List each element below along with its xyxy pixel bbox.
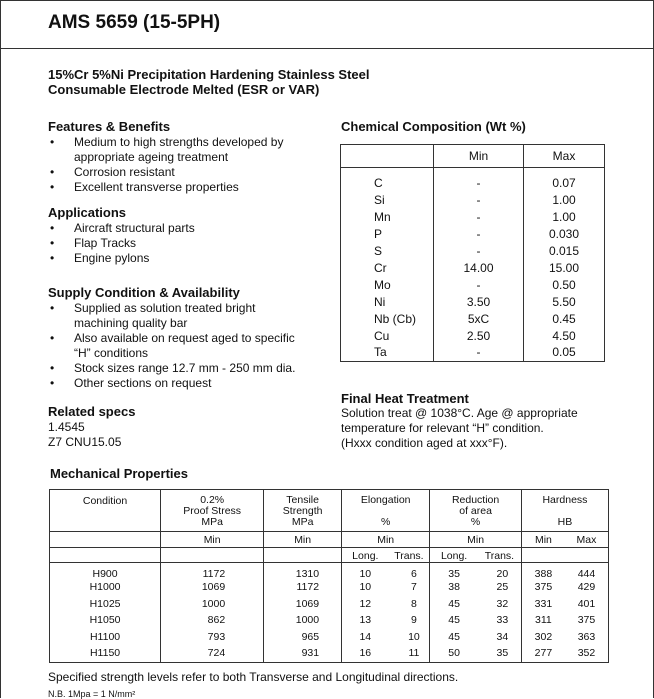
tensile-min: Min xyxy=(264,532,342,548)
reduct-long-cell: 45 xyxy=(430,630,478,647)
min-cell: - xyxy=(434,276,524,293)
chemical-row xyxy=(341,344,605,362)
min-cell: - xyxy=(434,208,524,225)
supply-section xyxy=(48,285,295,391)
condition-header: Condition xyxy=(82,495,128,507)
unit-note: N.B. 1Mpa = 1 N/mm² xyxy=(48,689,136,699)
min-cell: 5xC xyxy=(434,310,524,327)
max-cell: 5.50 xyxy=(524,293,605,310)
reduct-trans-cell: 20 xyxy=(496,568,509,580)
table-row xyxy=(50,563,609,581)
hard-min-cell: 311 xyxy=(521,613,565,630)
table-row xyxy=(50,613,609,630)
elong-long-cell: 14 xyxy=(342,630,389,647)
elong-trans-cell: 7 xyxy=(410,581,417,593)
application-item: • Aircraft structural parts xyxy=(48,221,195,236)
element-cell: P xyxy=(374,226,383,241)
chemical-row xyxy=(341,276,605,293)
related-item: 1.4545 xyxy=(48,420,85,434)
reduct-long-cell: 38 xyxy=(430,580,478,597)
elong-trans-cell: 9 xyxy=(410,614,417,626)
elong-long-cell: 12 xyxy=(342,597,389,614)
hard-max-cell: 444 xyxy=(577,568,596,580)
tensile-cell: 1069 xyxy=(264,597,342,614)
element-cell: C xyxy=(374,175,383,190)
proof-cell: 862 xyxy=(161,613,264,630)
hard-min-cell: 331 xyxy=(521,597,565,614)
reduct-long-cell: 35 xyxy=(430,563,478,581)
condition-cell: H1150 xyxy=(89,647,121,659)
reduct-trans-cell: 35 xyxy=(496,647,509,659)
reduct-trans-cell: 33 xyxy=(496,614,509,626)
tensile-cell: 1310 xyxy=(264,563,342,581)
chemical-table xyxy=(340,144,605,362)
elong-trans-cell: 10 xyxy=(408,630,420,643)
max-cell: 0.05 xyxy=(524,344,605,362)
heat-heading: Final Heat Treatment xyxy=(341,391,469,406)
hard-min-cell: 388 xyxy=(521,563,565,581)
table-row xyxy=(50,630,609,647)
applications-heading: Applications xyxy=(48,205,127,220)
condition-cell: H1025 xyxy=(89,597,121,610)
reduct-trans-cell: 34 xyxy=(496,630,509,643)
chemical-header-row xyxy=(341,145,605,168)
min-cell: - xyxy=(434,191,524,208)
min-cell: - xyxy=(434,225,524,242)
elong-trans-cell: 6 xyxy=(410,568,417,580)
applications-section xyxy=(48,205,195,266)
max-cell: 15.00 xyxy=(524,259,605,276)
element-cell: Nb (Cb) xyxy=(374,311,417,326)
reduct-trans-cell: 32 xyxy=(496,597,509,610)
table-row xyxy=(50,646,609,663)
features-heading: Features & Benefits xyxy=(48,119,171,134)
chemical-row xyxy=(341,225,605,242)
chemical-row xyxy=(341,242,605,259)
chemical-row xyxy=(341,327,605,344)
proof-cell: 1069 xyxy=(161,580,264,597)
hard-min-cell: 375 xyxy=(521,580,565,597)
tensile-cell: 931 xyxy=(264,646,342,663)
max-cell: 0.45 xyxy=(524,310,605,327)
elong-min: Min xyxy=(342,532,430,548)
chemical-row xyxy=(341,208,605,225)
mech-minmax-row xyxy=(50,532,609,548)
element-cell: S xyxy=(374,243,383,258)
trans-header: Trans. xyxy=(389,548,430,563)
condition-cell: H1050 xyxy=(89,614,121,626)
chemical-heading: Chemical Composition (Wt %) xyxy=(341,119,526,134)
elong-long-cell: 13 xyxy=(342,613,389,630)
blank-cell xyxy=(50,532,161,548)
proof-min: Min xyxy=(161,532,264,548)
hard-max-cell: 352 xyxy=(577,647,596,659)
reduct-long-cell: 45 xyxy=(430,597,478,614)
related-section xyxy=(48,404,135,450)
supply-item: • Also available on request aged to specific “H” conditions xyxy=(48,331,295,361)
max-cell: 4.50 xyxy=(524,327,605,344)
feature-item: • Excellent transverse properties xyxy=(48,180,283,195)
min-cell: 2.50 xyxy=(434,327,524,344)
blank-cell xyxy=(565,548,609,563)
tensile-cell: 965 xyxy=(264,630,342,647)
chemical-row xyxy=(341,310,605,327)
min-cell: 14.00 xyxy=(434,259,524,276)
tensile-cell: 1000 xyxy=(264,613,342,630)
features-section xyxy=(48,119,283,195)
min-cell: - xyxy=(434,242,524,259)
page-title: AMS 5659 (15-5PH) xyxy=(48,12,221,33)
elong-long-cell: 10 xyxy=(342,580,389,597)
max-cell: 0.015 xyxy=(524,242,605,259)
element-cell: Si xyxy=(374,192,385,207)
proof-cell: 793 xyxy=(161,630,264,647)
hard-min: Min xyxy=(521,532,565,548)
trans-header: Trans. xyxy=(478,548,522,563)
mech-header-row xyxy=(50,490,609,532)
application-item: • Flap Tracks xyxy=(48,236,195,251)
table-row xyxy=(50,580,609,597)
tensile-cell: 1172 xyxy=(264,580,342,597)
hard-max-cell: 429 xyxy=(577,581,596,593)
feature-item: • Medium to high strengths developed by appropriate ageing treatment xyxy=(48,135,283,165)
blank-cell xyxy=(50,548,161,563)
element-cell: Mn xyxy=(374,209,391,224)
elong-trans-cell: 8 xyxy=(410,597,417,610)
hardness-header: Hardness HB xyxy=(521,490,608,532)
element-cell: Cr xyxy=(374,260,387,275)
reduct-trans-cell: 25 xyxy=(496,581,509,593)
heat-line: Solution treat @ 1038°C. Age @ appropriate xyxy=(341,406,578,420)
mechanical-table xyxy=(49,489,609,663)
elong-long-cell: 10 xyxy=(342,563,389,581)
table-row xyxy=(50,597,609,614)
max-cell: 1.00 xyxy=(524,191,605,208)
mechanical-heading: Mechanical Properties xyxy=(50,466,188,481)
subtitle-line: Consumable Electrode Melted (ESR or VAR) xyxy=(48,82,320,97)
condition-cell: H1000 xyxy=(89,581,121,593)
hard-max-cell: 375 xyxy=(577,614,596,626)
element-cell: Ni xyxy=(374,294,386,309)
application-item: • Engine pylons xyxy=(48,251,195,266)
blank-cell xyxy=(521,548,565,563)
element-cell: Cu xyxy=(374,328,390,343)
heat-line: (Hxxx condition aged at xxx°F). xyxy=(341,436,508,450)
hard-min-cell: 302 xyxy=(521,630,565,647)
supply-item: • Other sections on request xyxy=(48,376,295,391)
max-cell: 0.07 xyxy=(524,168,605,192)
chemical-row xyxy=(341,191,605,208)
condition-cell: H900 xyxy=(92,568,118,580)
subtitle xyxy=(48,67,370,97)
mech-subheader-row xyxy=(50,548,609,563)
supply-item: • Supplied as solution treated bright machining quality bar xyxy=(48,301,295,331)
condition-cell: H1100 xyxy=(89,630,121,643)
reduct-long-cell: 50 xyxy=(430,646,478,663)
hard-min-cell: 277 xyxy=(521,646,565,663)
blank-cell xyxy=(161,548,264,563)
supply-heading: Supply Condition & Availability xyxy=(48,285,240,300)
chemical-row xyxy=(341,293,605,310)
supply-item: • Stock sizes range 12.7 mm - 250 mm dia. xyxy=(48,361,295,376)
long-header: Long. xyxy=(342,548,389,563)
hard-max-cell: 401 xyxy=(577,597,596,610)
proof-cell: 1172 xyxy=(161,563,264,581)
blank-cell xyxy=(264,548,342,563)
min-cell: - xyxy=(434,168,524,192)
elongation-header: Elongation % xyxy=(342,490,430,532)
max-cell: 1.00 xyxy=(524,208,605,225)
chemical-row xyxy=(341,259,605,276)
min-col-header: Min xyxy=(434,145,524,168)
element-cell: Mo xyxy=(374,277,391,292)
reduct-long-cell: 45 xyxy=(430,613,478,630)
heat-treatment-section xyxy=(341,391,578,451)
elong-trans-cell: 11 xyxy=(408,647,420,659)
reduction-header: Reduction of area % xyxy=(430,490,522,532)
proof-cell: 724 xyxy=(161,646,264,663)
element-col-header xyxy=(341,145,434,168)
hard-max-cell: 363 xyxy=(577,630,596,643)
long-header: Long. xyxy=(430,548,478,563)
max-cell: 0.030 xyxy=(524,225,605,242)
heat-line: temperature for relevant “H” condition. xyxy=(341,421,544,435)
feature-item: • Corrosion resistant xyxy=(48,165,283,180)
min-cell: 3.50 xyxy=(434,293,524,310)
reduct-min: Min xyxy=(430,532,522,548)
hard-max: Max xyxy=(565,532,609,548)
footnote: Specified strength levels refer to both Transverse and Longitudinal directions. xyxy=(48,670,459,684)
proof-header: 0.2% Proof Stress MPa xyxy=(161,490,264,532)
elong-long-cell: 16 xyxy=(342,646,389,663)
tensile-header: Tensile Strength MPa xyxy=(264,490,342,532)
related-heading: Related specs xyxy=(48,404,136,419)
element-cell: Ta xyxy=(374,345,387,360)
max-col-header: Max xyxy=(524,145,605,168)
subtitle-line: 15%Cr 5%Ni Precipitation Hardening Stainless Steel xyxy=(48,67,370,82)
chemical-row xyxy=(341,168,605,192)
min-cell: - xyxy=(434,344,524,362)
related-item: Z7 CNU15.05 xyxy=(48,435,122,449)
title-divider xyxy=(1,48,653,49)
max-cell: 0.50 xyxy=(524,276,605,293)
proof-cell: 1000 xyxy=(161,597,264,614)
